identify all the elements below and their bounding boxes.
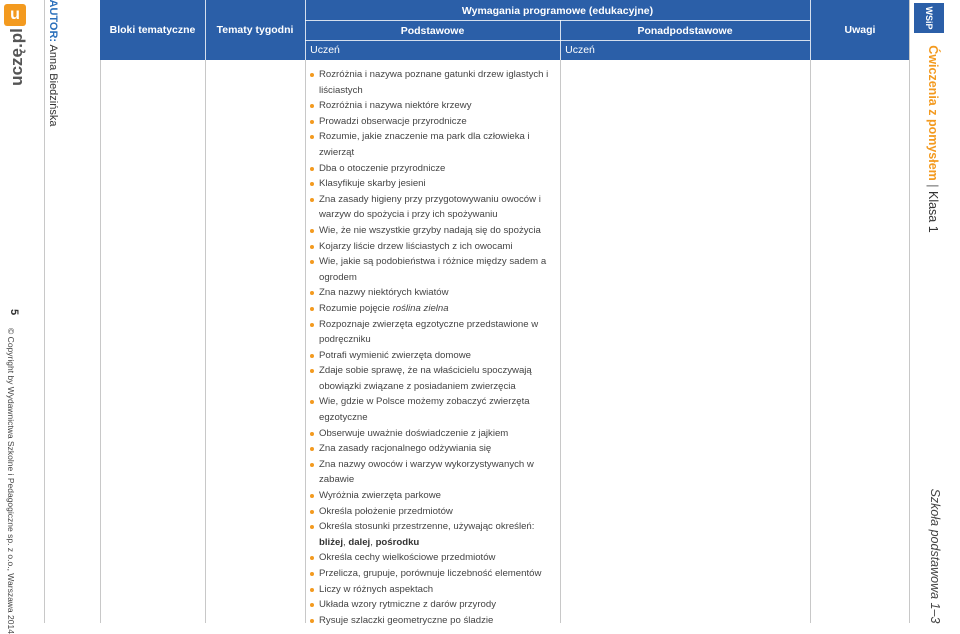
list-item: Wyróżnia zwierzęta parkowe bbox=[310, 488, 562, 504]
list-item-text: Rozumie pojęcie bbox=[319, 302, 393, 314]
column-divider bbox=[909, 0, 910, 623]
list-item bbox=[310, 301, 562, 317]
list-item: Potrafi wymienić zwierzęta domowe bbox=[310, 348, 562, 364]
list-item: Rozumie, jakie znaczenie ma park dla człowieka i zwierząt bbox=[310, 129, 562, 160]
list-item-bold: bliżej bbox=[319, 536, 343, 548]
logo-brand: uczę.pl bbox=[7, 28, 26, 86]
list-item: Rozróżnia i nazywa poznane gatunki drzew iglastych i liściastych bbox=[310, 67, 562, 98]
header-basic-student: Uczeń bbox=[310, 44, 340, 56]
list-item: Rozróżnia i nazywa niektóre krzewy bbox=[310, 98, 562, 114]
list-item-text: Określa stosunki przestrzenne, używając określeń: bbox=[319, 521, 535, 533]
publisher-logo bbox=[2, 2, 32, 86]
author-label: AUTOR: bbox=[47, 0, 59, 43]
author-credit bbox=[46, 0, 60, 127]
basic-requirements-list bbox=[310, 67, 562, 628]
list-item-italic: roślina zielna bbox=[392, 302, 449, 314]
list-item: Klasyfikuje skarby jesieni bbox=[310, 176, 562, 192]
list-item: Określa położenie przedmiotów bbox=[310, 504, 562, 520]
series-label bbox=[922, 44, 944, 234]
header-requirements-group: Wymagania programowe (edukacyjne) bbox=[461, 5, 654, 17]
logo-mark: u bbox=[4, 4, 26, 26]
list-item-separator: , bbox=[370, 536, 376, 548]
header-divider bbox=[305, 40, 810, 41]
school-level: Szkoła podstawowa 1–3 bbox=[928, 488, 942, 623]
list-item: Prowadzi obserwacje przyrodnicze bbox=[310, 114, 562, 130]
column-divider bbox=[100, 60, 101, 623]
list-item: Liczy w różnych aspektach bbox=[310, 582, 562, 598]
column-divider bbox=[305, 60, 306, 623]
header-blocks: Bloki tematyczne bbox=[109, 24, 196, 36]
header-divider bbox=[205, 0, 206, 60]
list-item-separator: , bbox=[343, 536, 349, 548]
page-number: 5 bbox=[8, 308, 20, 316]
author-name: Anna Biedzińska bbox=[47, 44, 59, 127]
header-divider bbox=[305, 20, 810, 21]
list-item: Kojarzy liście drzew liściastych z ich owocami bbox=[310, 239, 562, 255]
series-title: Ćwiczenia z pomysłem bbox=[926, 45, 940, 181]
list-item: Układa wzory rytmiczne z darów przyrody bbox=[310, 597, 562, 613]
header-divider bbox=[305, 0, 306, 60]
header-divider bbox=[810, 0, 811, 60]
list-item: Wie, jakie są podobieństwa i różnice między sadem a ogrodem bbox=[310, 254, 562, 285]
header-advanced: Ponadpodstawowe bbox=[637, 25, 733, 37]
list-item: Rozpoznaje zwierzęta egzotyczne przedstawione w podręczniku bbox=[310, 317, 562, 348]
list-item: Określa cechy wielkościowe przedmiotów bbox=[310, 550, 562, 566]
grade-label: Klasa 1 bbox=[926, 190, 940, 233]
wsip-logo: WSiP bbox=[914, 3, 944, 33]
list-item-bold: dalej bbox=[348, 536, 371, 548]
list-item bbox=[310, 519, 562, 550]
series-separator: | bbox=[926, 184, 940, 188]
column-divider bbox=[810, 60, 811, 623]
list-item: Obserwuje uważnie doświadczenie z jajkiem bbox=[310, 426, 562, 442]
header-divider bbox=[560, 20, 561, 60]
header-advanced-student: Uczeń bbox=[565, 44, 595, 56]
list-item: Zna nazwy owoców i warzyw wykorzystywanych w zabawie bbox=[310, 457, 562, 488]
list-item: Rysuje szlaczki geometryczne po śladzie bbox=[310, 613, 562, 629]
list-item: Wie, gdzie w Polsce możemy zobaczyć zwierzęta egzotyczne bbox=[310, 394, 562, 425]
copyright-notice: © Copyright by Wydawnictwa Szkolne i Pedagogiczne sp. z o.o., Warszawa 2014 bbox=[6, 328, 16, 634]
column-divider bbox=[205, 60, 206, 623]
list-item: Zna nazwy niektórych kwiatów bbox=[310, 285, 562, 301]
header-weekly-topics: Tematy tygodni bbox=[216, 24, 294, 36]
list-item: Wie, że nie wszystkie grzyby nadają się do spożycia bbox=[310, 223, 562, 239]
list-item: Zna zasady racjonalnego odżywiania się bbox=[310, 441, 562, 457]
list-item: Przelicza, grupuje, porównuje liczebność elementów bbox=[310, 566, 562, 582]
list-item: Zna zasady higieny przy przygotowywaniu owoców i warzyw do spożycia i przy ich spożywaniu bbox=[310, 192, 562, 223]
list-item: Dba o otoczenie przyrodnicze bbox=[310, 161, 562, 177]
header-notes: Uwagi bbox=[844, 24, 876, 36]
list-item: Zdaje sobie sprawę, że na właścicielu spoczywają obowiązki związane z posiadaniem zwierzęcia bbox=[310, 363, 562, 394]
list-item-bold: pośrodku bbox=[375, 536, 420, 548]
header-basic: Podstawowe bbox=[400, 25, 465, 37]
